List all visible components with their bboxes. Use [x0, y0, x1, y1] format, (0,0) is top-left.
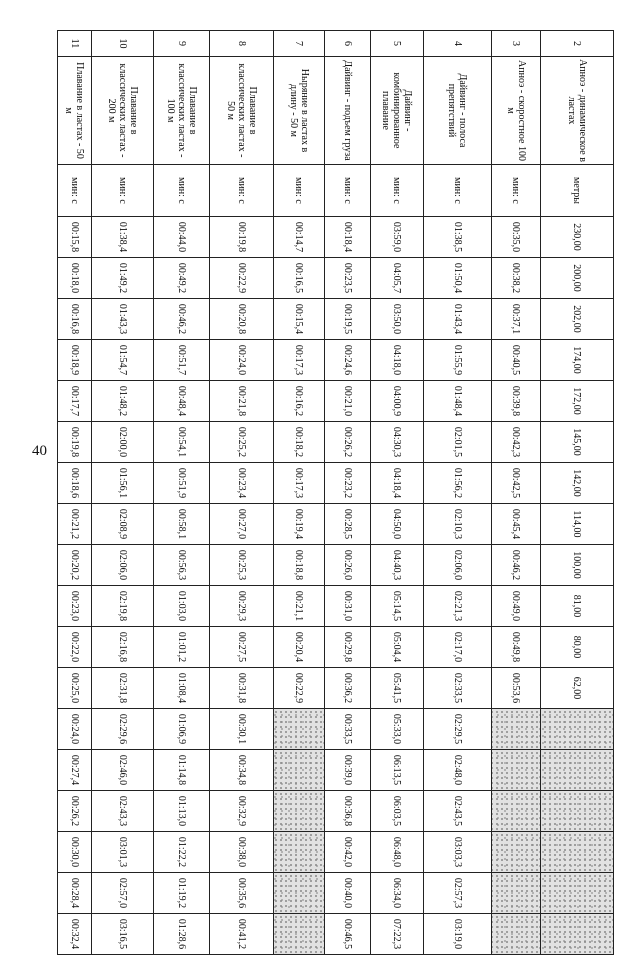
value-cell: 01:03,0 — [154, 586, 210, 627]
value-cell: 00:27,4 — [58, 750, 92, 791]
value-cell: 01:50,4 — [424, 258, 492, 299]
value-cell: 02:08,9 — [92, 504, 154, 545]
value-cell: 01:43,3 — [92, 299, 154, 340]
value-cell: 00:31,8 — [210, 668, 274, 709]
row-number-cell: 2 — [541, 31, 614, 57]
discipline-cell: Ныряние в ластах в длину - 50 м — [274, 57, 325, 165]
discipline-cell: Плавание в классических ластах - 50 м — [210, 57, 274, 165]
value-cell: 00:19,5 — [325, 299, 371, 340]
value-cell: 00:23,4 — [210, 463, 274, 504]
value-cell: 01:55,9 — [424, 340, 492, 381]
value-cell: 01:06,9 — [154, 709, 210, 750]
value-cell: 230,00 — [541, 217, 614, 258]
row-number-cell: 9 — [154, 31, 210, 57]
row-number-cell: 3 — [492, 31, 541, 57]
value-cell: 02:17,0 — [424, 627, 492, 668]
value-cell: 142,00 — [541, 463, 614, 504]
value-cell: 00:31,0 — [325, 586, 371, 627]
empty-cell — [274, 791, 325, 832]
value-cell: 00:46,5 — [325, 914, 371, 955]
value-cell: 00:40,0 — [325, 873, 371, 914]
value-cell: 00:27,5 — [210, 627, 274, 668]
row-number-cell: 7 — [274, 31, 325, 57]
value-cell: 00:21,0 — [325, 381, 371, 422]
value-cell: 00:23,0 — [58, 586, 92, 627]
value-cell: 00:33,5 — [325, 709, 371, 750]
value-cell: 01:49,2 — [92, 258, 154, 299]
value-cell: 00:26,2 — [325, 422, 371, 463]
empty-cell — [492, 791, 541, 832]
empty-cell — [274, 709, 325, 750]
value-cell: 00:29,8 — [325, 627, 371, 668]
unit-cell: мин: с — [154, 165, 210, 217]
table-row — [274, 31, 325, 955]
table-row — [210, 31, 274, 955]
row-number-cell: 8 — [210, 31, 274, 57]
value-cell: 00:20,2 — [58, 545, 92, 586]
value-cell: 00:35,0 — [492, 217, 541, 258]
value-cell: 06:48,0 — [371, 832, 424, 873]
value-cell: 06:34,0 — [371, 873, 424, 914]
value-cell: 02:10,3 — [424, 504, 492, 545]
table-row — [492, 31, 541, 955]
value-cell: 00:56,3 — [154, 545, 210, 586]
value-cell: 00:26,2 — [58, 791, 92, 832]
value-cell: 00:35,6 — [210, 873, 274, 914]
value-cell: 00:18,0 — [58, 258, 92, 299]
value-cell: 00:18,4 — [325, 217, 371, 258]
value-cell: 00:39,0 — [325, 750, 371, 791]
discipline-cell: Апноэ - динамическое в ластах — [541, 57, 614, 165]
value-cell: 00:26,0 — [325, 545, 371, 586]
table-row — [424, 31, 492, 955]
value-cell: 05:41,5 — [371, 668, 424, 709]
value-cell: 00:21,8 — [210, 381, 274, 422]
value-cell: 02:01,5 — [424, 422, 492, 463]
empty-cell — [541, 914, 614, 955]
value-cell: 01:54,7 — [92, 340, 154, 381]
value-cell: 00:16,8 — [58, 299, 92, 340]
value-cell: 00:30,0 — [58, 832, 92, 873]
value-cell: 04:05,7 — [371, 258, 424, 299]
value-cell: 00:24,6 — [325, 340, 371, 381]
value-cell: 01:19,2 — [154, 873, 210, 914]
value-cell: 01:22,2 — [154, 832, 210, 873]
unit-cell: мин: с — [424, 165, 492, 217]
value-cell: 05:33,0 — [371, 709, 424, 750]
value-cell: 04:00,9 — [371, 381, 424, 422]
table-row — [371, 31, 424, 955]
value-cell: 01:14,8 — [154, 750, 210, 791]
value-cell: 00:18,6 — [58, 463, 92, 504]
value-cell: 00:42,0 — [325, 832, 371, 873]
unit-cell: мин: с — [92, 165, 154, 217]
value-cell: 00:44,0 — [154, 217, 210, 258]
value-cell: 00:21,2 — [58, 504, 92, 545]
value-cell: 02:57,3 — [424, 873, 492, 914]
value-cell: 00:48,4 — [154, 381, 210, 422]
value-cell: 04:18,4 — [371, 463, 424, 504]
value-cell: 02:06,0 — [424, 545, 492, 586]
value-cell: 02:29,6 — [92, 709, 154, 750]
value-cell: 114,00 — [541, 504, 614, 545]
value-cell: 00:23,2 — [325, 463, 371, 504]
value-cell: 00:45,4 — [492, 504, 541, 545]
value-cell: 00:38,0 — [210, 832, 274, 873]
page-number: 40 — [32, 443, 47, 459]
empty-cell — [274, 832, 325, 873]
unit-cell: мин: с — [58, 165, 92, 217]
value-cell: 03:50,0 — [371, 299, 424, 340]
value-cell: 01:48,4 — [424, 381, 492, 422]
value-cell: 00:28,4 — [58, 873, 92, 914]
value-cell: 02:57,0 — [92, 873, 154, 914]
value-cell: 02:00,0 — [92, 422, 154, 463]
value-cell: 03:01,3 — [92, 832, 154, 873]
value-cell: 02:06,0 — [92, 545, 154, 586]
value-cell: 00:16,5 — [274, 258, 325, 299]
empty-cell — [492, 914, 541, 955]
value-cell: 00:58,1 — [154, 504, 210, 545]
value-cell: 00:16,2 — [274, 381, 325, 422]
value-cell: 03:03,3 — [424, 832, 492, 873]
unit-cell: мин: с — [210, 165, 274, 217]
value-cell: 00:14,7 — [274, 217, 325, 258]
value-cell: 04:40,3 — [371, 545, 424, 586]
unit-cell: метры — [541, 165, 614, 217]
value-cell: 01:43,4 — [424, 299, 492, 340]
value-cell: 00:22,9 — [210, 258, 274, 299]
value-cell: 04:30,3 — [371, 422, 424, 463]
value-cell: 02:46,0 — [92, 750, 154, 791]
value-cell: 00:39,8 — [492, 381, 541, 422]
value-cell: 00:17,7 — [58, 381, 92, 422]
empty-cell — [541, 750, 614, 791]
value-cell: 80,00 — [541, 627, 614, 668]
value-cell: 00:51,7 — [154, 340, 210, 381]
value-cell: 01:08,4 — [154, 668, 210, 709]
value-cell: 00:17,3 — [274, 340, 325, 381]
value-cell: 02:29,5 — [424, 709, 492, 750]
unit-cell: мин: с — [371, 165, 424, 217]
value-cell: 01:38,5 — [424, 217, 492, 258]
value-cell: 03:59,0 — [371, 217, 424, 258]
value-cell: 00:20,8 — [210, 299, 274, 340]
value-cell: 02:19,8 — [92, 586, 154, 627]
row-number-cell: 6 — [325, 31, 371, 57]
value-cell: 04:50,0 — [371, 504, 424, 545]
value-cell: 02:43,5 — [424, 791, 492, 832]
value-cell: 00:36,8 — [325, 791, 371, 832]
empty-cell — [541, 873, 614, 914]
value-cell: 02:21,3 — [424, 586, 492, 627]
value-cell: 02:33,5 — [424, 668, 492, 709]
row-number-cell: 11 — [58, 31, 92, 57]
value-cell: 00:36,2 — [325, 668, 371, 709]
value-cell: 00:20,4 — [274, 627, 325, 668]
value-cell: 00:29,3 — [210, 586, 274, 627]
value-cell: 01:01,2 — [154, 627, 210, 668]
value-cell: 06:13,5 — [371, 750, 424, 791]
empty-cell — [492, 709, 541, 750]
value-cell: 04:18,0 — [371, 340, 424, 381]
value-cell: 174,00 — [541, 340, 614, 381]
empty-cell — [274, 873, 325, 914]
row-number-cell: 5 — [371, 31, 424, 57]
value-cell: 00:40,5 — [492, 340, 541, 381]
value-cell: 00:19,8 — [210, 217, 274, 258]
value-cell: 00:22,0 — [58, 627, 92, 668]
value-cell: 00:49,2 — [154, 258, 210, 299]
value-cell: 202,00 — [541, 299, 614, 340]
row-number-cell: 10 — [92, 31, 154, 57]
empty-cell — [541, 832, 614, 873]
table-row — [92, 31, 154, 955]
value-cell: 05:14,5 — [371, 586, 424, 627]
discipline-cell: Дайвинг - подъем груза — [325, 57, 371, 165]
value-cell: 03:19,0 — [424, 914, 492, 955]
value-cell: 145,00 — [541, 422, 614, 463]
value-cell: 07:22,3 — [371, 914, 424, 955]
value-cell: 00:38,2 — [492, 258, 541, 299]
value-cell: 00:42,3 — [492, 422, 541, 463]
value-cell: 00:32,9 — [210, 791, 274, 832]
value-cell: 62,00 — [541, 668, 614, 709]
value-cell: 100,00 — [541, 545, 614, 586]
table-row — [325, 31, 371, 955]
value-cell: 02:48,0 — [424, 750, 492, 791]
value-cell: 00:25,3 — [210, 545, 274, 586]
value-cell: 00:25,0 — [58, 668, 92, 709]
value-cell: 00:28,5 — [325, 504, 371, 545]
value-cell: 01:48,2 — [92, 381, 154, 422]
value-cell: 00:25,2 — [210, 422, 274, 463]
value-cell: 00:19,8 — [58, 422, 92, 463]
discipline-cell: Плавание в ластах - 50 м — [58, 57, 92, 165]
value-cell: 00:18,2 — [274, 422, 325, 463]
value-cell: 00:49,0 — [492, 586, 541, 627]
standards-table — [57, 30, 614, 955]
value-cell: 00:53,6 — [492, 668, 541, 709]
value-cell: 06:03,5 — [371, 791, 424, 832]
value-cell: 01:28,6 — [154, 914, 210, 955]
value-cell: 00:23,5 — [325, 258, 371, 299]
empty-cell — [492, 873, 541, 914]
value-cell: 00:21,1 — [274, 586, 325, 627]
value-cell: 00:51,9 — [154, 463, 210, 504]
value-cell: 00:49,8 — [492, 627, 541, 668]
discipline-cell: Плавание в классических ластах - 200 м — [92, 57, 154, 165]
table-row — [58, 31, 92, 955]
unit-cell: мин: с — [274, 165, 325, 217]
value-cell: 05:04,4 — [371, 627, 424, 668]
value-cell: 00:42,5 — [492, 463, 541, 504]
value-cell: 00:17,3 — [274, 463, 325, 504]
value-cell: 01:13,0 — [154, 791, 210, 832]
value-cell: 02:16,8 — [92, 627, 154, 668]
value-cell: 01:56,1 — [92, 463, 154, 504]
value-cell: 00:15,8 — [58, 217, 92, 258]
value-cell: 01:38,4 — [92, 217, 154, 258]
value-cell: 00:54,1 — [154, 422, 210, 463]
value-cell: 00:15,4 — [274, 299, 325, 340]
value-cell: 200,00 — [541, 258, 614, 299]
value-cell: 00:24,0 — [210, 340, 274, 381]
value-cell: 00:37,1 — [492, 299, 541, 340]
value-cell: 00:34,8 — [210, 750, 274, 791]
empty-cell — [541, 791, 614, 832]
table-row — [154, 31, 210, 955]
rotated-table-wrapper — [58, 30, 614, 950]
discipline-cell: Дайвинг - комбинированное плавание — [371, 57, 424, 165]
value-cell: 03:16,5 — [92, 914, 154, 955]
value-cell: 00:18,8 — [274, 545, 325, 586]
value-cell: 02:31,8 — [92, 668, 154, 709]
value-cell: 00:27,0 — [210, 504, 274, 545]
empty-cell — [492, 750, 541, 791]
empty-cell — [492, 832, 541, 873]
discipline-cell: Апноэ - скоростное 100 м — [492, 57, 541, 165]
empty-cell — [274, 914, 325, 955]
value-cell: 01:56,2 — [424, 463, 492, 504]
value-cell: 81,00 — [541, 586, 614, 627]
row-number-cell: 4 — [424, 31, 492, 57]
value-cell: 172,00 — [541, 381, 614, 422]
empty-cell — [541, 709, 614, 750]
value-cell: 00:30,1 — [210, 709, 274, 750]
value-cell: 00:46,2 — [492, 545, 541, 586]
discipline-cell: Дайвинг - полоса препятствий — [424, 57, 492, 165]
value-cell: 00:32,4 — [58, 914, 92, 955]
value-cell: 00:46,2 — [154, 299, 210, 340]
value-cell: 00:41,2 — [210, 914, 274, 955]
value-cell: 00:22,9 — [274, 668, 325, 709]
value-cell: 02:43,3 — [92, 791, 154, 832]
value-cell: 00:18,9 — [58, 340, 92, 381]
value-cell: 00:19,4 — [274, 504, 325, 545]
value-cell: 00:24,0 — [58, 709, 92, 750]
unit-cell: мин: с — [325, 165, 371, 217]
unit-cell: мин: с — [492, 165, 541, 217]
discipline-cell: Плавание в классических ластах - 100 м — [154, 57, 210, 165]
table-row — [541, 31, 614, 955]
empty-cell — [274, 750, 325, 791]
